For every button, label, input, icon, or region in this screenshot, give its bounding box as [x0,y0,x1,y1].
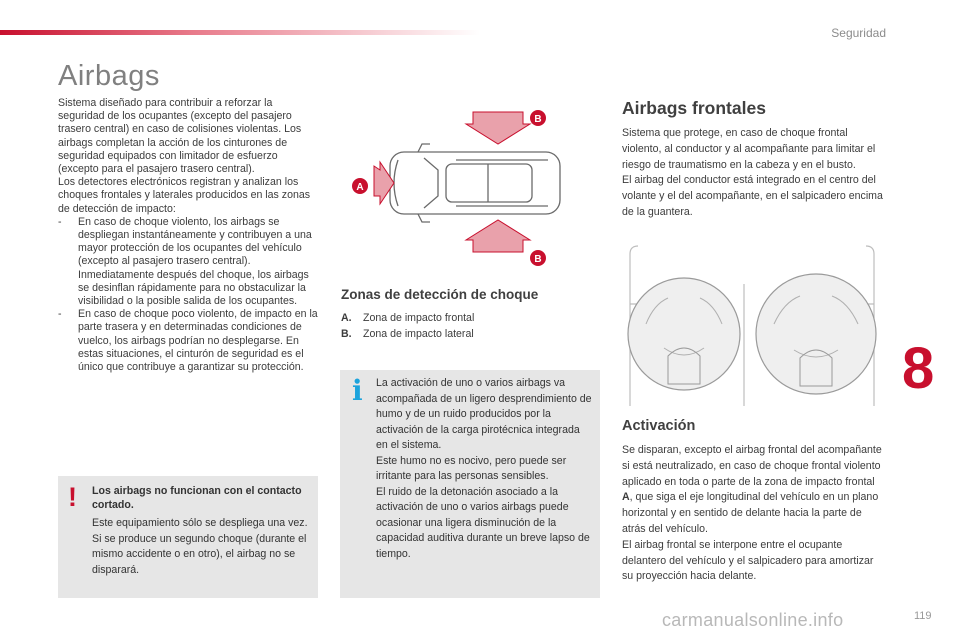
bullet-dash: - [58,215,62,228]
page-number: 119 [914,610,932,622]
arrow-top-b [466,112,530,144]
front-airbags-figure [624,244,880,406]
zona-key: B. [341,328,352,340]
activacion-paragraph-2: El airbag frontal se interpone entre el ocupante delantero del vehículo y el salpicadero para amortizar su proyección hacia delante. [622,538,874,583]
zona-text: Zona de impacto lateral [363,328,474,340]
bullet-text: En caso de choque violento, los airbags se despliegan instantáneamente y contribuyen a una mayor protección de los ocupantes del vehículo (excepto al pasajero trasero central). Inmediatamente después del choque, los airbags se desinflan rápidamente para no obstaculizar la visibilidad o la posible salida de los ocupantes. [78,215,312,308]
passenger-airbag [756,274,876,394]
info-icon: i [352,374,363,407]
zona-item-b [341,326,474,342]
info-paragraph-1: La activación de uno o varios airbags va acompañada de un ligero desprendimiento de humo y de un ruido producidos por la activación de la carga pirotécnica integrada en el sistema. [376,377,592,451]
zone-a-ref: A [622,491,630,504]
intro-column [58,97,320,374]
info-box [340,370,600,598]
zona-list [341,310,474,342]
intro-paragraph-2: Los detectores electrónicos registran y analizan los choques frontales y laterales producidos en las zonas de detección de impacto: [58,176,311,215]
frontales-text [622,126,884,221]
zona-key: A. [341,312,352,324]
activacion-title: Activación [622,418,696,434]
page-title: Airbags [58,60,160,92]
activacion-text-after: , que siga el eje longitudinal del vehículo en un plano horizontal y en sentido de delante hacia la parte de atrás del vehículo. [622,491,879,535]
info-paragraph-2: Este humo no es nocivo, pero puede ser irritante para las personas sensibles. [376,454,567,482]
zona-item-a [341,310,474,326]
chapter-number: 8 [902,336,935,401]
info-text [376,376,594,562]
car-impact-zones-figure [338,100,564,275]
bullet-dash: - [58,308,62,321]
arrow-front-a [374,162,394,204]
label-b-bottom-icon [530,250,546,266]
warning-text: Este equipamiento sólo se despliega una vez. Si se produce un segundo choque (durante el mismo accidente o en otro), el airbag no se disparará. [92,517,308,576]
label-b-top-icon [530,110,546,126]
label-b-bottom: B [534,254,542,265]
intro-paragraph-1: Sistema diseñado para contribuir a reforzar la seguridad de los ocupantes (excepto del pasajero trasero central) en caso de colisiones violentas. Los airbags completan la acción de los cinturones de seguridad equipados con limitador de esfuerzo (excepto para el pasajero trasero central). [58,97,302,176]
frontales-title: Airbags frontales [622,98,766,118]
watermark: carmanualsonline.info [662,610,844,630]
label-a: A [356,182,364,193]
activacion-paragraph-1 [622,443,884,538]
warning-icon: ! [68,482,77,512]
warning-box [58,476,318,598]
label-a-icon [352,178,368,194]
bullet-text: En caso de choque poco violento, de impacto en la parte trasera y en determinadas condiciones de vuelco, los airbags podrían no desplegarse. En estas situaciones, el cinturón de seguridad es el único que contribuye a garantizar su protección. [78,308,318,374]
intro-bullet-1 [58,216,320,308]
zona-text: Zona de impacto frontal [363,312,475,324]
warning-title: Los airbags no funcionan con el contacto cortado. [92,485,302,511]
label-b-top: B [534,114,542,125]
activacion-text-before: Se disparan, excepto el airbag frontal del acompañante si está neutralizado, en caso de choque frontal violento aplicado en toda o parte de la zona de impacto frontal [622,444,882,488]
driver-airbag [628,278,740,390]
info-paragraph-3: El ruido de la detonación asociado a la activación de uno o varios airbags puede ocasionar una ligera disminución de la capacidad auditiva durante un breve lapso de tiempo. [376,485,590,560]
arrow-bottom-b [466,220,530,252]
zonas-title: Zonas de detección de choque [341,287,539,302]
frontales-paragraph-2: El airbag del conductor está integrado en el centro del volante y el del acompañante, en el salpicadero encima de la guantera. [622,174,883,218]
frontales-paragraph-1: Sistema que protege, en caso de choque frontal violento, al conductor y al acompañante para limitar el riesgo de traumatismo en la cabeza y en el busto. [622,127,876,171]
car-outline [390,144,560,222]
intro-bullet-2 [58,308,320,374]
activacion-text [622,443,884,585]
section-label: Seguridad [831,26,886,40]
header-accent-bar [0,30,480,35]
